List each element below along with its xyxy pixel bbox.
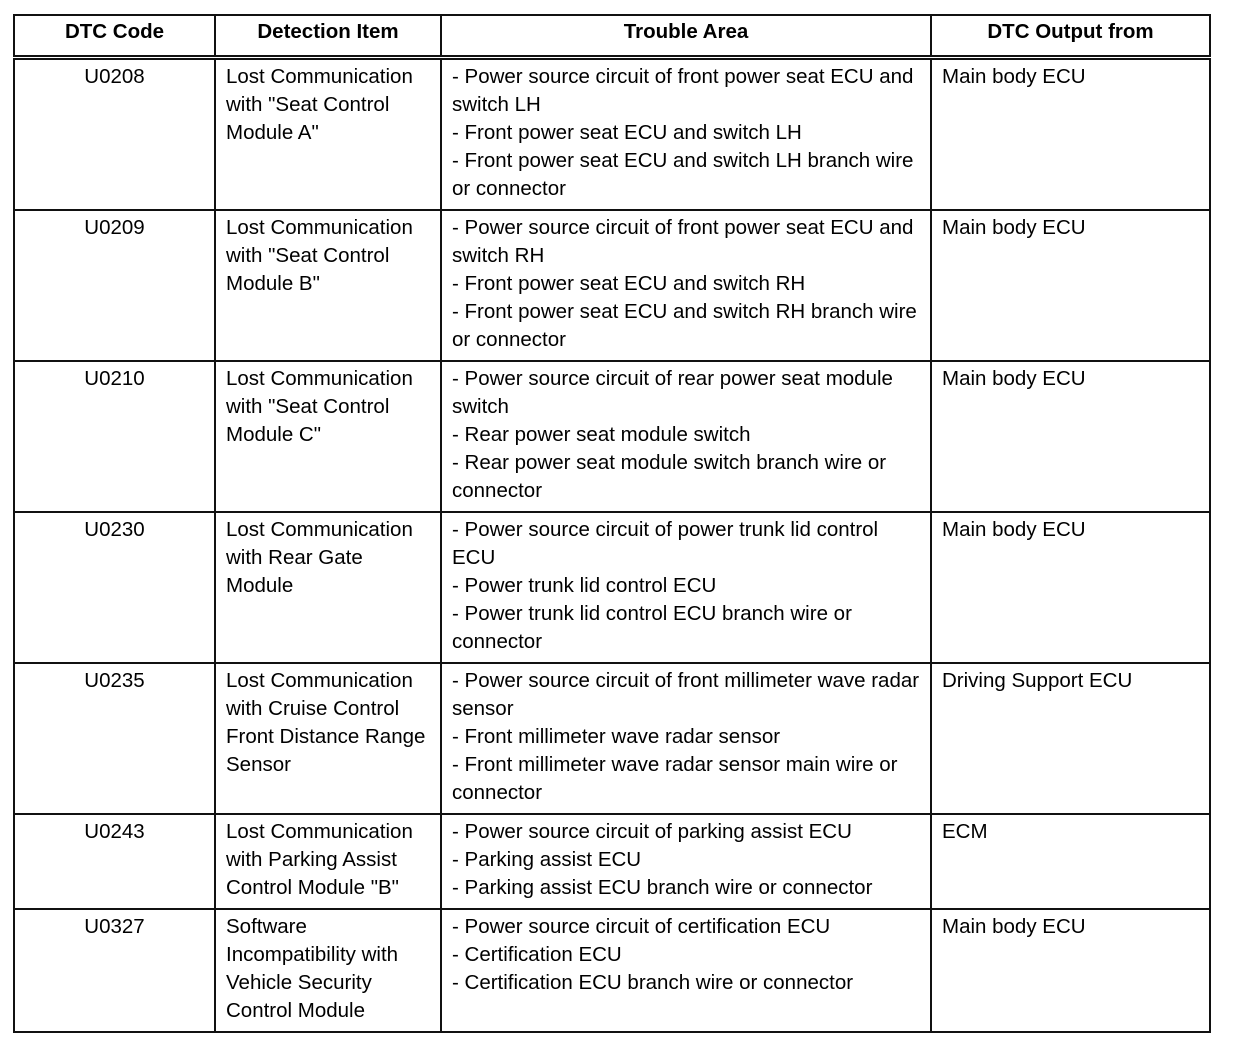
trouble-area-cell — [441, 663, 931, 814]
table-header — [14, 15, 1210, 58]
dtc-output-cell: Main body ECU — [931, 361, 1210, 512]
detection-item-cell: Software Incompatibility with Vehicle Security Control Module — [215, 909, 441, 1032]
trouble-area-cell — [441, 361, 931, 512]
dtc-output-cell: Main body ECU — [931, 58, 1210, 211]
trouble-area-line: - Certification ECU — [452, 943, 622, 966]
dtc-code-cell: U0209 — [14, 210, 215, 361]
table-row — [14, 909, 1210, 1032]
trouble-area-line: - Power source circuit of parking assist ECU — [452, 820, 852, 843]
detection-item-cell: Lost Communication with "Seat Control Module C" — [215, 361, 441, 512]
dtc-code-cell: U0327 — [14, 909, 215, 1032]
trouble-area-line: - Parking assist ECU branch wire or connector — [452, 876, 873, 899]
dtc-code-cell: U0235 — [14, 663, 215, 814]
table-row — [14, 210, 1210, 361]
trouble-area-cell — [441, 210, 931, 361]
dtc-output-cell: Main body ECU — [931, 909, 1210, 1032]
trouble-area-cell — [441, 909, 931, 1032]
trouble-area-cell — [441, 814, 931, 909]
trouble-area-line: - Front millimeter wave radar sensor — [452, 725, 781, 748]
header-detection-item: Detection Item — [215, 15, 441, 58]
trouble-area-line: - Front millimeter wave radar sensor main wire or connector — [452, 753, 898, 804]
table-row — [14, 512, 1210, 663]
detection-item-cell: Lost Communication with Parking Assist Control Module "B" — [215, 814, 441, 909]
dtc-code-cell: U0230 — [14, 512, 215, 663]
trouble-area-cell — [441, 58, 931, 211]
trouble-area-line: - Power source circuit of certification ECU — [452, 915, 831, 938]
trouble-area-line: - Power source circuit of front millimeter wave radar sensor — [452, 669, 920, 720]
header-dtc-code: DTC Code — [14, 15, 215, 58]
header-row — [14, 15, 1210, 58]
header-trouble-area: Trouble Area — [441, 15, 931, 58]
trouble-area-line: - Power source circuit of power trunk lid control ECU — [452, 518, 879, 569]
dtc-code-cell: U0243 — [14, 814, 215, 909]
dtc-code-cell: U0210 — [14, 361, 215, 512]
table-row — [14, 361, 1210, 512]
trouble-area-line: - Rear power seat module switch branch wire or connector — [452, 451, 887, 502]
dtc-table — [13, 14, 1211, 1033]
detection-item-cell: Lost Communication with Cruise Control Front Distance Range Sensor — [215, 663, 441, 814]
dtc-output-cell: Main body ECU — [931, 512, 1210, 663]
trouble-area-line: - Power source circuit of front power seat ECU and switch RH — [452, 216, 914, 267]
table-body — [14, 58, 1210, 1033]
trouble-area-line: - Power trunk lid control ECU branch wire or connector — [452, 602, 852, 653]
detection-item-cell: Lost Communication with "Seat Control Module A" — [215, 58, 441, 211]
trouble-area-line: - Front power seat ECU and switch LH branch wire or connector — [452, 149, 914, 200]
trouble-area-cell — [441, 512, 931, 663]
table-row — [14, 663, 1210, 814]
dtc-code-cell: U0208 — [14, 58, 215, 211]
trouble-area-line: - Power source circuit of front power seat ECU and switch LH — [452, 65, 914, 116]
trouble-area-line: - Power trunk lid control ECU — [452, 574, 717, 597]
table-row — [14, 58, 1210, 211]
trouble-area-line: - Front power seat ECU and switch RH branch wire or connector — [452, 300, 917, 351]
trouble-area-line: - Certification ECU branch wire or connector — [452, 971, 854, 994]
detection-item-cell: Lost Communication with "Seat Control Module B" — [215, 210, 441, 361]
dtc-output-cell: Driving Support ECU — [931, 663, 1210, 814]
trouble-area-line: - Parking assist ECU — [452, 848, 642, 871]
dtc-output-cell: Main body ECU — [931, 210, 1210, 361]
header-dtc-output-from: DTC Output from — [931, 15, 1210, 58]
trouble-area-line: - Front power seat ECU and switch RH — [452, 272, 806, 295]
trouble-area-line: - Front power seat ECU and switch LH — [452, 121, 802, 144]
trouble-area-line: - Rear power seat module switch — [452, 423, 751, 446]
trouble-area-line: - Power source circuit of rear power seat module switch — [452, 367, 893, 418]
dtc-output-cell: ECM — [931, 814, 1210, 909]
table-row — [14, 814, 1210, 909]
detection-item-cell: Lost Communication with Rear Gate Module — [215, 512, 441, 663]
